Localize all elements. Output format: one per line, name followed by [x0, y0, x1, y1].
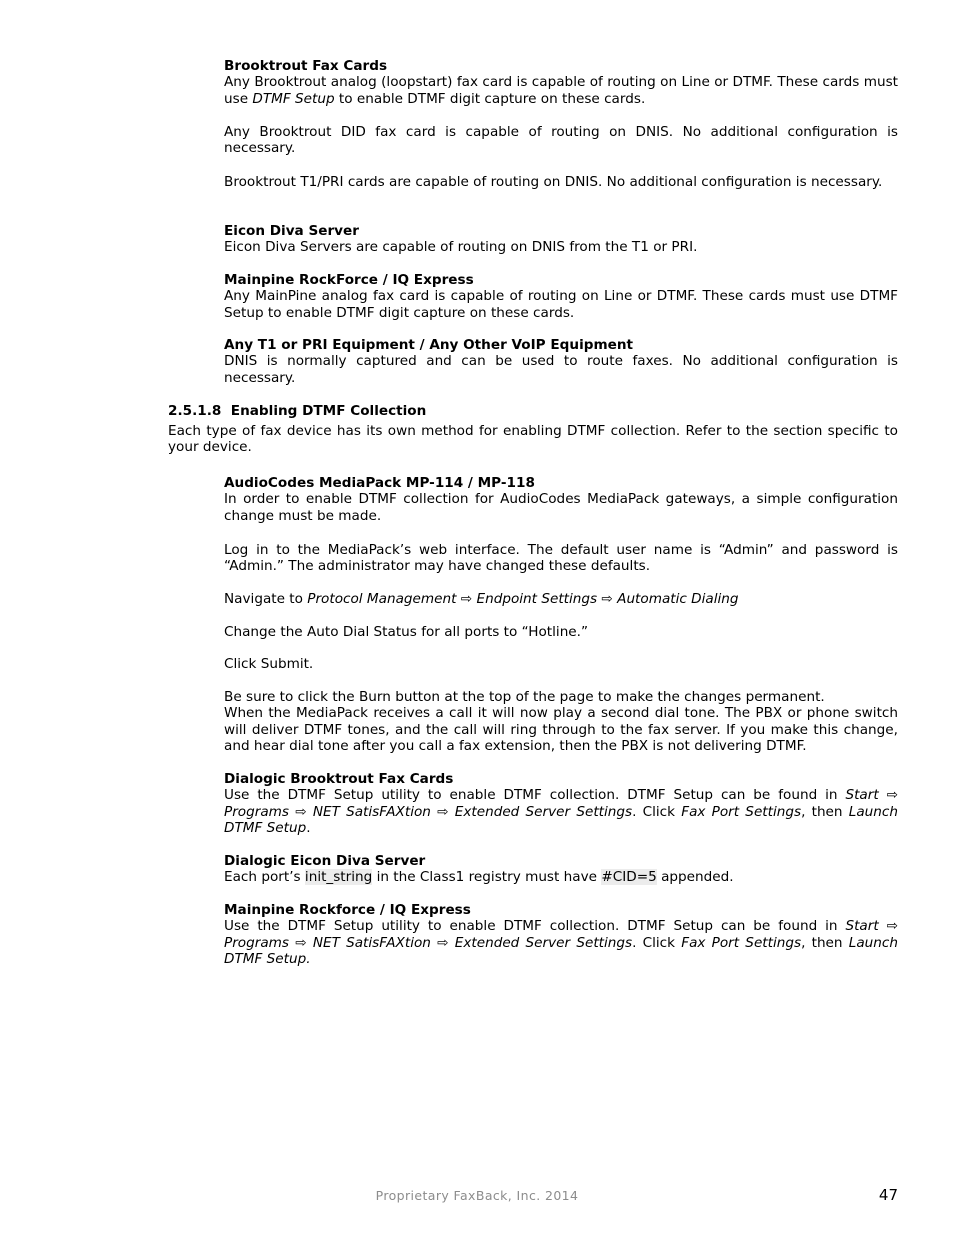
- dialogic-eicon-heading: Dialogic Eicon Diva Server: [224, 853, 426, 869]
- dialogic-brooktrout-section: [224, 771, 898, 837]
- audiocodes-paragraph-4: Change the Auto Dial Status for all ports to “Hotline.”: [224, 624, 589, 640]
- mainpine-rockforce-section: [224, 902, 898, 968]
- audiocodes-paragraph-7: When the MediaPack receives a call it will now play a second dial tone. The PBX or phone switch will deliver DTMF tones, and the call will ring through to the fax server. If you make this change, and hear dial tone after you call a fax extension, then the PBX is not delivering DTMF.: [224, 705, 898, 755]
- t1-pri-section: [224, 337, 898, 386]
- brooktrout-heading: Brooktrout Fax Cards: [224, 58, 388, 74]
- mainpine-paragraph: Any MainPine analog fax card is capable of routing on Line or DTMF. These cards must use DTMF Setup to enable DTMF digit capture on these cards.: [224, 288, 898, 321]
- arrow-icon: ⇨: [288, 803, 313, 820]
- mainpine-section: [224, 272, 898, 321]
- footer-text: Proprietary FaxBack, Inc. 2014: [375, 1188, 579, 1203]
- eicon-heading: Eicon Diva Server: [224, 223, 359, 239]
- brooktrout-paragraph-2: Any Brooktrout DID fax card is capable of routing on DNIS. No additional configuration is necessary.: [224, 124, 898, 157]
- nav-protocol-management: Protocol Management: [307, 591, 457, 607]
- audiocodes-paragraph-1: In order to enable DTMF collection for AudioCodes MediaPack gateways, a simple configuration change must be made.: [224, 491, 898, 524]
- arrow-icon: ⇨: [878, 787, 898, 804]
- cid-code: #CID=5: [601, 869, 657, 886]
- audiocodes-paragraph-5: Click Submit.: [224, 656, 314, 672]
- arrow-icon: ⇨: [430, 803, 455, 820]
- dialogic-eicon-paragraph: Each port’s init_string in the Class1 registry must have #CID=5 appended.: [224, 869, 734, 886]
- brooktrout-section: [224, 58, 898, 107]
- dialogic-brooktrout-paragraph: Use the DTMF Setup utility to enable DTMF collection. DTMF Setup can be found in Start ⇨ Programs ⇨ NET SatisFAXtion ⇨ Extended Server Settings. Click Fax Port Settings, then Launch DTMF Setup.: [224, 787, 898, 837]
- dialogic-eicon-section: [224, 853, 898, 886]
- mainpine-rockforce-heading: Mainpine Rockforce / IQ Express: [224, 902, 471, 918]
- brooktrout-paragraph-3: Brooktrout T1/PRI cards are capable of routing on DNIS. No additional configuration is necessary.: [224, 174, 883, 190]
- dialogic-brooktrout-heading: Dialogic Brooktrout Fax Cards: [224, 771, 454, 787]
- section-intro: Each type of fax device has its own method for enabling DTMF collection. Refer to the section specific to your device.: [168, 423, 898, 456]
- mainpine-rockforce-paragraph: Use the DTMF Setup utility to enable DTMF collection. DTMF Setup can be found in Start ⇨ Programs ⇨ NET SatisFAXtion ⇨ Extended Server Settings. Click Fax Port Settings, then Launch DTMF Setup.: [224, 918, 898, 968]
- arrow-icon: ⇨: [456, 591, 477, 607]
- audiocodes-paragraph-6-7: [224, 689, 898, 755]
- brooktrout-paragraph-1: Any Brooktrout analog (loopstart) fax card is capable of routing on Line or DTMF. These cards must use DTMF Setup to enable DTMF digit capture on these cards.: [224, 74, 898, 107]
- dtmf-setup-emphasis: DTMF Setup: [252, 90, 335, 107]
- nav-automatic-dialing: Automatic Dialing: [617, 591, 739, 607]
- eicon-section: [224, 223, 898, 256]
- audiocodes-paragraph-6: Be sure to click the Burn button at the top of the page to make the changes permanent.: [224, 689, 825, 705]
- arrow-icon: ⇨: [597, 591, 618, 607]
- audiocodes-heading: AudioCodes MediaPack MP-114 / MP-118: [224, 475, 535, 491]
- page-number: 47: [878, 1186, 898, 1204]
- nav-endpoint-settings: Endpoint Settings: [476, 591, 598, 607]
- mainpine-heading: Mainpine RockForce / IQ Express: [224, 272, 474, 288]
- section-heading: 2.5.1.8 Enabling DTMF Collection: [168, 403, 427, 419]
- eicon-paragraph: Eicon Diva Servers are capable of routing on DNIS from the T1 or PRI.: [224, 239, 698, 256]
- arrow-icon: ⇨: [878, 918, 898, 935]
- audiocodes-navigation: Navigate to Protocol Management ⇨ Endpoint Settings ⇨ Automatic Dialing: [224, 591, 739, 607]
- t1-pri-heading: Any T1 or PRI Equipment / Any Other VoIP Equipment: [224, 337, 634, 353]
- arrow-icon: ⇨: [430, 934, 455, 951]
- audiocodes-section: [224, 475, 898, 524]
- t1-pri-paragraph: DNIS is normally captured and can be used to route faxes. No additional configuration is necessary.: [224, 353, 898, 386]
- arrow-icon: ⇨: [288, 934, 313, 951]
- init-string-code: init_string: [304, 869, 373, 886]
- audiocodes-paragraph-2: Log in to the MediaPack’s web interface. The default user name is “Admin” and password is “Admin.” The administrator may have changed these defaults.: [224, 542, 898, 575]
